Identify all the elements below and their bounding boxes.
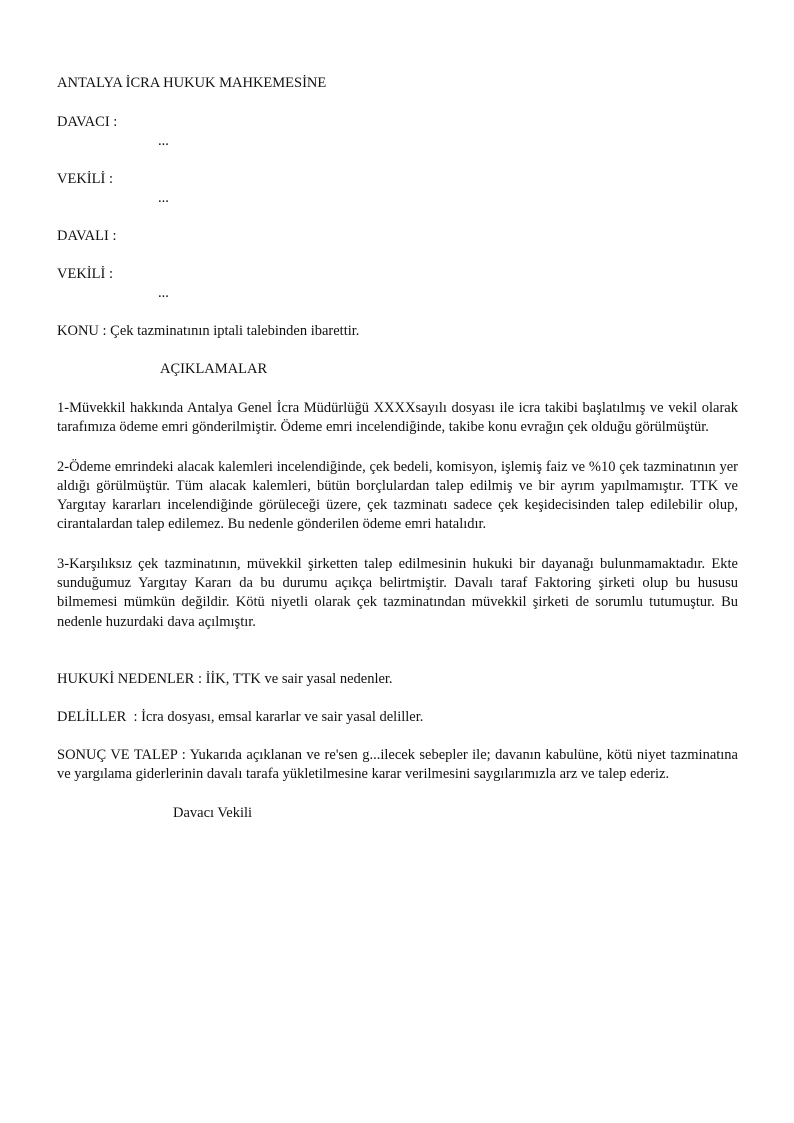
plaintiff-attorney-label: VEKİLİ :	[57, 171, 113, 187]
plaintiff-attorney-value: ...	[158, 190, 169, 206]
petition-document	[57, 74, 738, 823]
paragraph-1: 1-Müvekkil hakkında Antalya Genel İcra Müdürlüğü XXXXsayılı dosyası ile icra takibi başlatılmış ve vekil olarak tarafımıza ödeme emri gönderilmiştir. Ödeme emri incelendiğinde, takibe konu evrağın çek olduğu görülmüştür.	[57, 400, 738, 436]
plaintiff-value: ...	[158, 133, 169, 149]
defendant-label: DAVALI :	[57, 228, 117, 244]
court-title: ANTALYA İCRA HUKUK MAHKEMESİNE	[57, 75, 327, 91]
paragraph-3: 3-Karşılıksız çek tazminatının, müvekkil şirketten talep edilmesinin hukuki bir dayanağı bulunmamaktadır. Ekte sunduğumuz Yargıtay Kararı da bu durumu açıkça belirtmiştir. Davalı taraf Faktoring şirketi olup bu hususu bilmemesi mümkün değildir. Kötü niyetli olarak çek tazminatından müvekkil şirketi de sorumlu tutumuştur. Bu nedenle huzurdaki dava açılmıştır.	[57, 555, 738, 630]
defendant-attorney-label: VEKİLİ :	[57, 266, 113, 282]
paragraph-2: 2-Ödeme emrindeki alacak kalemleri incelendiğinde, çek bedeli, komisyon, işlemiş faiz ve %10 çek tazminatının yer aldığı görülmüştür. Tüm alacak kalemleri, bütün borçlulardan talep edilmiş ve bir ayrım yapılmamıştır. TTK ve Yargıtay kararları incelendiğinde görüleceği üzere, çek tazminatı sadece çek keşidecisinden talep edilebilir olup, cirantalardan talep edilemez. Bu nedenle gönderilen ödeme emri hatalıdır.	[57, 458, 738, 533]
evidence-line: DELİLLER : İcra dosyası, emsal kararlar ve sair yasal deliller.	[57, 708, 424, 725]
defendant-attorney-value: ...	[158, 285, 169, 301]
signature-line: Davacı Vekili	[173, 804, 253, 821]
conclusion-paragraph: SONUÇ VE TALEP : Yukarıda açıklanan ve re'sen g...ilecek sebepler ile; davanın kabulüne, kötü niyet tazminatına ve yargılama giderlerinin davalı tarafa yükletilmesine karar verilmesini saygılarımızla arz ve talep ederiz.	[57, 746, 738, 783]
section-heading: AÇIKLAMALAR	[160, 361, 268, 377]
subject-line: KONU : Çek tazminatının iptali talebinden ibarettir.	[57, 323, 360, 339]
legal-grounds: HUKUKİ NEDENLER : İİK, TTK ve sair yasal nedenler.	[57, 670, 393, 687]
plaintiff-label: DAVACI :	[57, 114, 118, 130]
